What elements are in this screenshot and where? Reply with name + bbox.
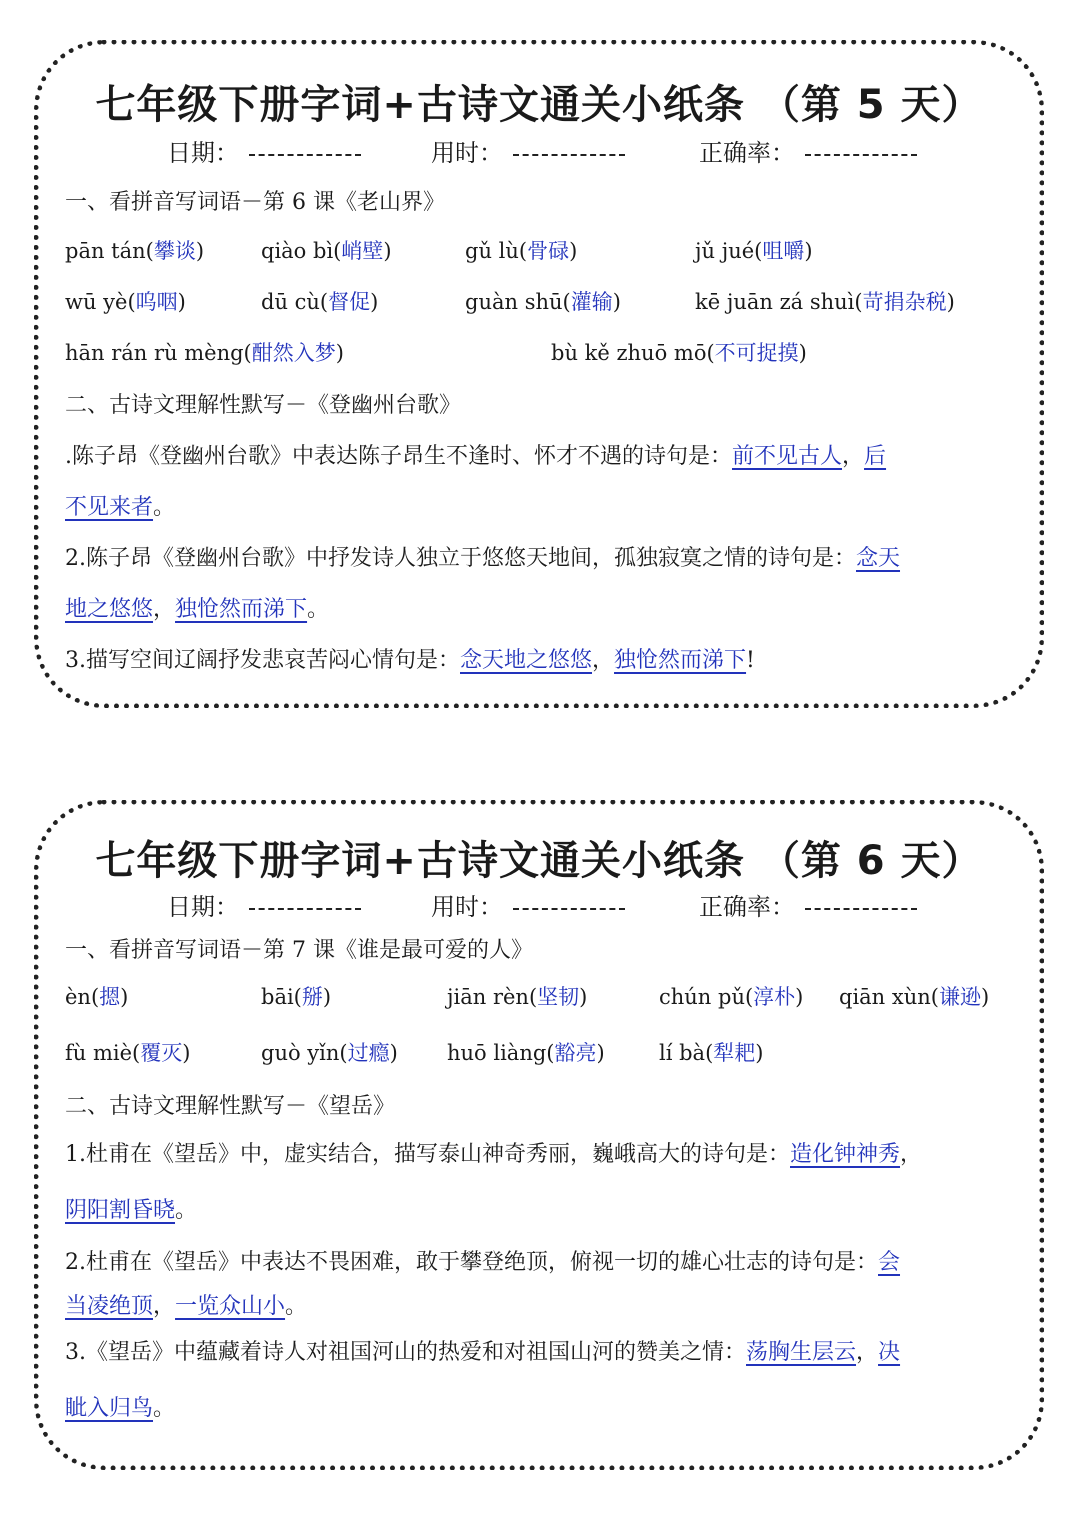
word-item: bāi(掰) (261, 985, 332, 1009)
date-blank (249, 154, 361, 156)
accuracy-blank (805, 908, 917, 910)
word-item: fù miè(覆灭) (65, 1041, 191, 1065)
date-label: 日期： (167, 139, 239, 167)
word-item: jiān rèn(坚韧) (447, 985, 588, 1009)
word-item: wū yè(呜咽) (65, 290, 186, 314)
word-item: qiān xùn(谦逊) (839, 985, 990, 1009)
word-item: lí bà(犁耙) (659, 1041, 764, 1065)
section2-heading: 二、古诗文理解性默写－《登幽州台歌》 (65, 393, 462, 418)
question-3: 3.《望岳》中蕴藏着诗人对祖国河山的热爱和对祖国山河的赞美之情：荡胸生层云，决 (65, 1340, 901, 1365)
question-1-cont: 不见来者。 (65, 495, 176, 520)
time-label: 用时： (431, 893, 503, 921)
meta-row (39, 133, 1039, 169)
meta-row (39, 887, 1039, 923)
accuracy-blank (805, 154, 917, 156)
accuracy-field (699, 133, 917, 168)
word-item: hān rán rù mèng(酣然入梦) (65, 341, 344, 365)
accuracy-label: 正确率： (699, 893, 795, 921)
worksheet-card-day5 (34, 40, 1044, 708)
word-item: huō liàng(豁亮) (447, 1041, 605, 1065)
date-blank (249, 908, 361, 910)
word-item: guò yǐn(过瘾) (261, 1041, 398, 1065)
card-title: 七年级下册字词+古诗文通关小纸条 （第 6 天） (95, 838, 983, 884)
date-field (167, 887, 361, 922)
question-3: 3.描写空间辽阔抒发悲哀苦闷心情句是：念天地之悠悠，独怆然而涕下! (65, 648, 755, 673)
date-field (167, 133, 361, 168)
worksheet-card-day6 (34, 800, 1044, 1470)
word-item: guàn shū(灌输) (465, 290, 621, 314)
word-item: qiào bì(峭壁) (261, 239, 392, 263)
question-2-cont: 当凌绝顶，一览众山小。 (65, 1294, 308, 1319)
time-blank (513, 908, 625, 910)
question-3-cont: 眦入归鸟。 (65, 1396, 176, 1421)
card-title: 七年级下册字词+古诗文通关小纸条 （第 5 天） (95, 82, 983, 128)
word-item: èn(摁) (65, 985, 129, 1009)
section1-heading: 一、看拼音写词语－第 7 课《谁是最可爱的人》 (65, 938, 533, 963)
word-item: kē juān zá shuì(苛捐杂税) (695, 290, 955, 314)
word-item: pān tán(攀谈) (65, 239, 205, 263)
time-blank (513, 154, 625, 156)
time-label: 用时： (431, 139, 503, 167)
question-2-cont: 地之悠悠，独怆然而涕下。 (65, 597, 330, 622)
word-item: gǔ lù(骨碌) (465, 239, 578, 263)
word-item: jǔ jué(咀嚼) (695, 239, 813, 263)
question-1: .陈子昂《登幽州台歌》中表达陈子昂生不逢时、怀才不遇的诗句是：前不见古人，后 (65, 444, 887, 469)
section1-heading: 一、看拼音写词语－第 6 课《老山界》 (65, 190, 445, 215)
word-item: bù kě zhuō mō(不可捉摸) (551, 341, 807, 365)
accuracy-label: 正确率： (699, 139, 795, 167)
question-1-cont: 阴阳割昏晓。 (65, 1198, 198, 1223)
question-1: 1.杜甫在《望岳》中，虚实结合，描写泰山神奇秀丽，巍峨高大的诗句是：造化钟神秀， (65, 1142, 923, 1167)
date-label: 日期： (167, 893, 239, 921)
question-2: 2.杜甫在《望岳》中表达不畏困难，敢于攀登绝顶，俯视一切的雄心壮志的诗句是：会 (65, 1250, 901, 1275)
question-2: 2.陈子昂《登幽州台歌》中抒发诗人独立于悠悠天地间，孤独寂寞之情的诗句是：念天 (65, 546, 901, 571)
word-item: chún pǔ(淳朴) (659, 985, 804, 1009)
section2-heading: 二、古诗文理解性默写－《望岳》 (65, 1094, 396, 1119)
accuracy-field (699, 887, 917, 922)
word-item: dū cù(督促) (261, 290, 379, 314)
time-field (431, 133, 625, 168)
time-field (431, 887, 625, 922)
